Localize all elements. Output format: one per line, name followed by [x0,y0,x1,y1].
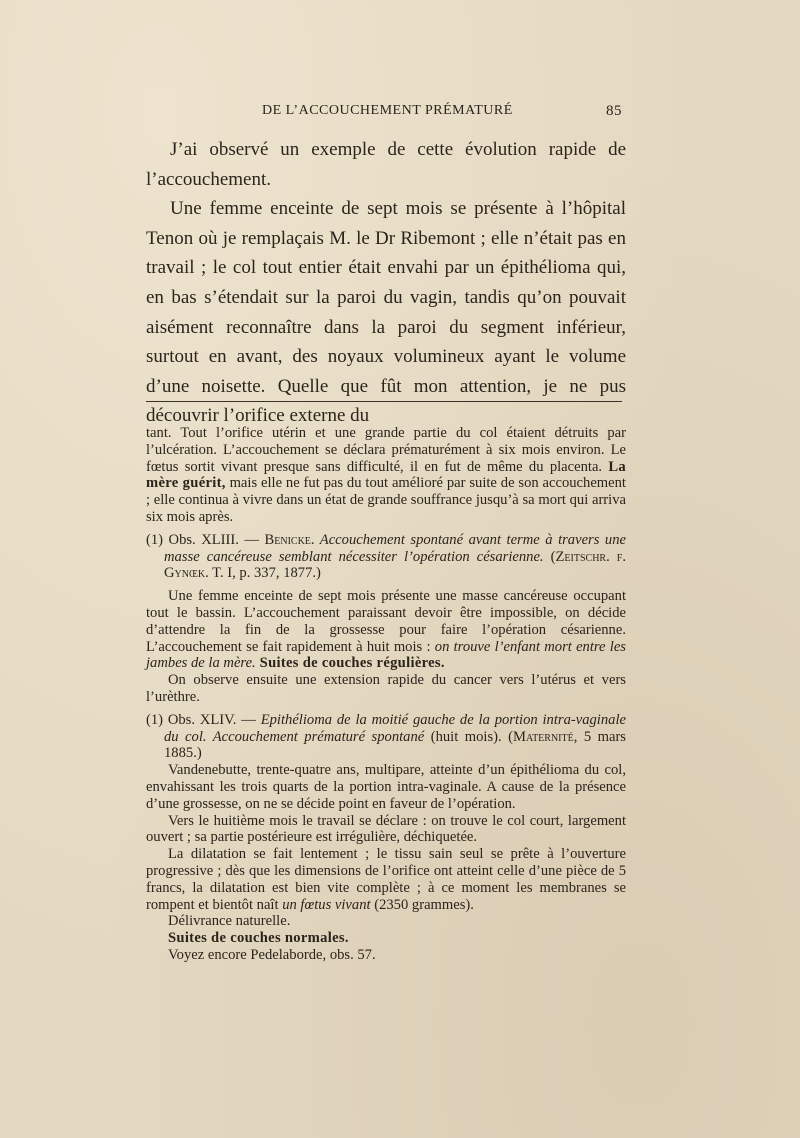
main-text [146,135,626,431]
paragraph-2: Une femme enceinte de sept mois se présente à l’hôpital Tenon où je remplaçais M. le Dr Ribemont ; elle n’était pas en travail ; le col tout entier était envahi par un épithélioma qui, en bas s’étendait sur la paroi du vagin, tandis qu’on pouvait aisément reconnaître dans la paroi du segment inférieur, surtout en avant, des noyaux volumineux ayant le volume d’une noisette. Quelle que fût mon attention, je ne pus découvrir l’orifice externe du [146,198,626,427]
bold-phrase: La mère guérit, [146,458,626,492]
obs-44-body-5: Suites de couches normales. [168,930,349,947]
obs-43-title: Accouchement spontané avant terme à travers une masse cancéreuse semblant nécessiter l’opération césarienne. [164,531,626,565]
obs-43-body: Une femme enceinte de sept mois présente une masse cancéreuse occupant tout le bassin. L’accouchement paraissant devoir être impossible, on décide d’attendre la fin de la grossesse pour faire l’opération césarienne. L’accouchement se fait rapidement à huit mois : on trouve l’enfant mort entre les jambes de la mère. Suites de couches régulières. [146,588,626,672]
paragraph-1: J’ai observé un exemple de cette évolution rapide de l’accouchement. [146,139,626,190]
running-title: DE L’ACCOUCHEMENT PRÉMATURÉ [262,103,513,118]
author-name: Benicke. [264,531,315,548]
footnotes [146,425,626,964]
footnote-divider [146,401,622,402]
obs-44-title: Epithélioma de la moitié gauche de la portion intra-vaginale du col. Accouchement prématuré spontané [164,711,626,745]
page-header [262,103,622,123]
obs-44-body-3: La dilatation se fait lentement ; le tissu sain seul se prête à l’ouverture progressive ; dès que les dimensions de l’orifice ont atteint celle d’une pièce de 5 francs, la dilatation est bien vite complète ; à ce moment les membranes se rompent et bientôt naît un fœtus vivant (2350 grammes). [146,846,626,913]
obs-43-heading: (1) Obs. XLIII. — Benicke. Accouchement spontané avant terme à travers une masse cancéreuse semblant nécessiter l’opération césarienne. (Zeitschr. f. Gynœk. T. I, p. 337, 1877.) [146,531,627,582]
obs-44-body-1: Vandenebutte, trente-quatre ans, multipare, atteinte d’un épithélioma du col, envahissant les trois quarts de la portion intra-vaginale. A cause de la présence d’une grossesse, on ne se décide point en faveur de l’opération. [146,762,626,812]
obs-44-body-2: Vers le huitième mois le travail se déclare : on trouve le col court, largement ouvert ; sa partie postérieure est irrégulière, déchiquetée. [146,812,626,846]
obs-44-body-4: Délivrance naturelle. [168,913,291,930]
obs-43-body-2: On observe ensuite une extension rapide du cancer vers l’utérus et vers l’urèthre. [146,672,626,705]
page-number: 85 [606,103,622,119]
footnote-continuation: tant. Tout l’orifice utérin et une grande partie du col étaient détruits par l’ulcération. L’accouchement se déclara prématurément à six mois environ. Le fœtus sortit vivant presque sans difficulté, il en fut de même du placenta. La mère guérit, mais elle ne fut pas du tout amélioré par suite de son accouchement ; elle continua à vivre dans un état de grande souffrance jusqu’à sa mort qui arriva six mois après. [146,425,626,525]
obs-44-heading: (1) Obs. XLIV. — Epithélioma de la moitié gauche de la portion intra-vaginale du col. Accouchement prématuré spontané (huit mois). (Maternité, 5 mars 1885.) [146,711,626,762]
obs-44-body-6: Voyez encore Pedelaborde, obs. 57. [168,946,376,963]
